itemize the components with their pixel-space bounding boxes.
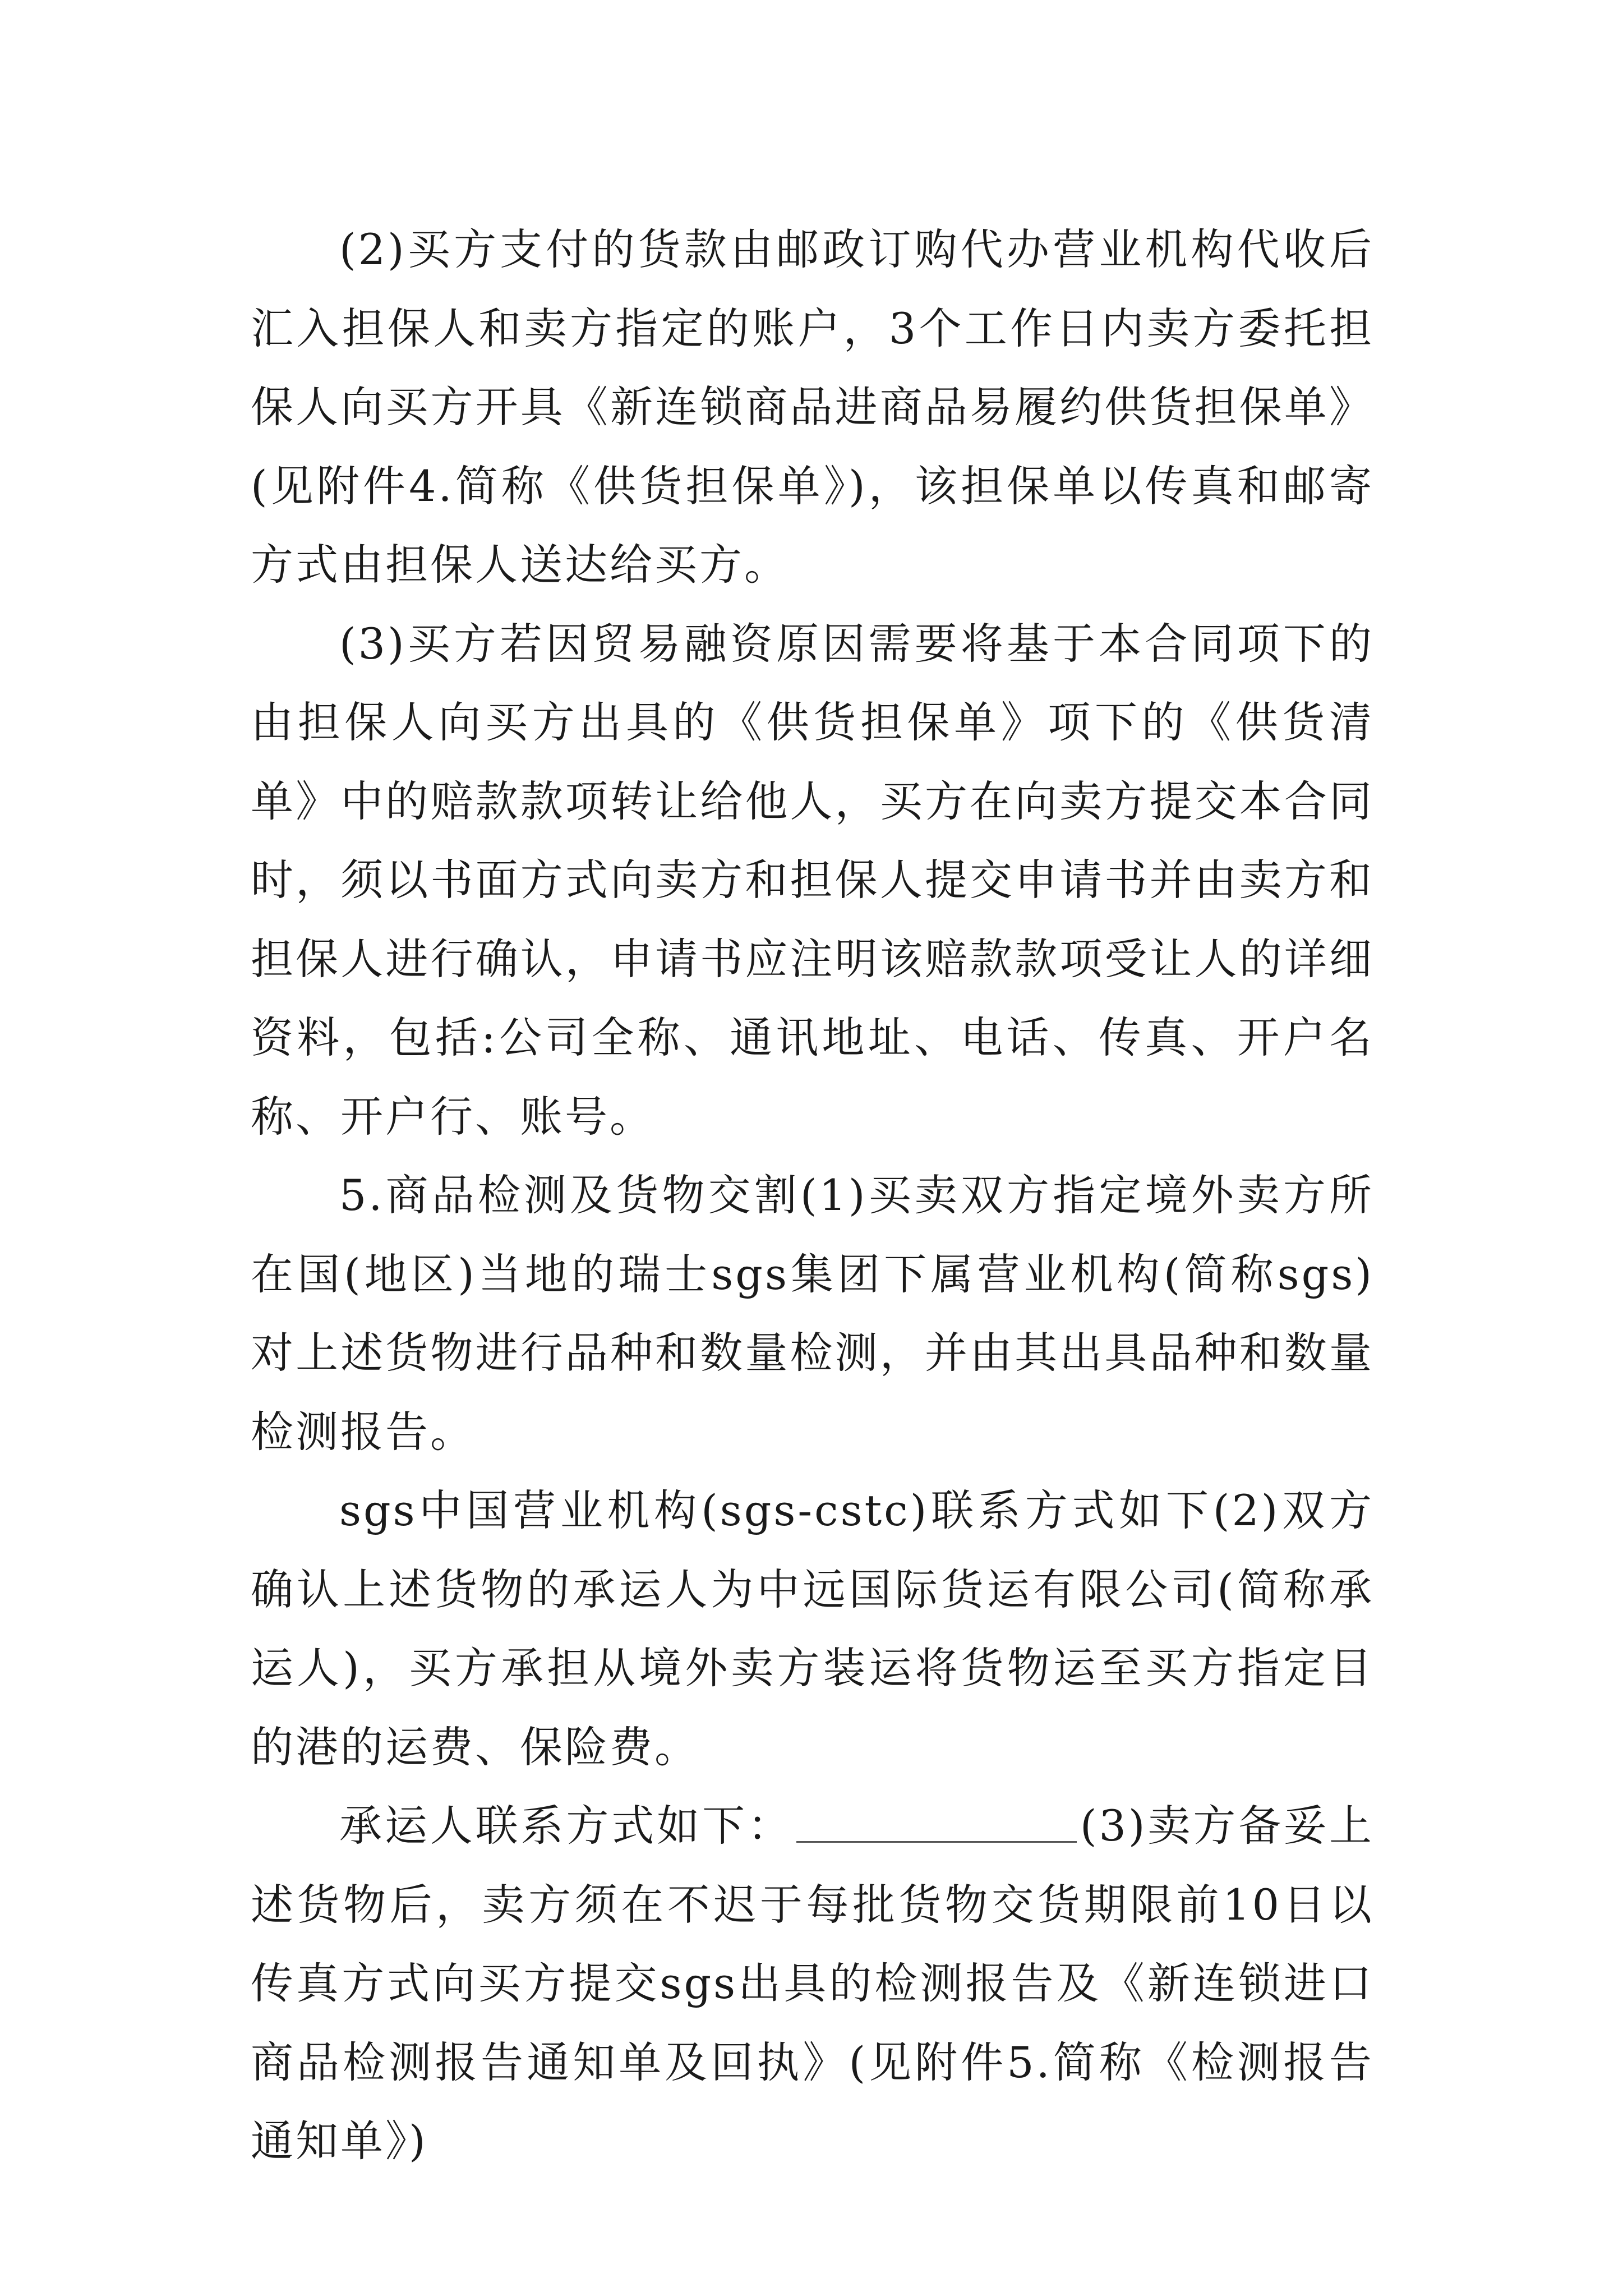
paragraph-carrier: sgs中国营业机构(sgs-cstc)联系方式如下(2)双方确认上述货物的承运人为中远国际货运有限公司(简称承运人)，买方承担从境外卖方装运将货物运至买方指定目的港的运费、保险费。 (251, 1485, 1374, 1772)
carrier-contact-continuation: (3)卖方备妥上述货物后，卖方须在不迟于每批货物交货期限前10日以传真方式向买方提交sgs出具的检测报告及《新连锁进口商品检测报告通知单及回执》(见附件5.简称《检测报告通知单》) (251, 1801, 1375, 2166)
paragraph-payment-guarantee: (2)买方支付的货款由邮政订购代办营业机构代收后汇入担保人和卖方指定的账户，3个工作日内卖方委托担保人向买方开具《新连锁商品进商品易履约供货担保单》(见附件4.简称《供货担保单》)，该担保单以传真和邮寄方式由担保人送达给买方。 (251, 224, 1374, 590)
paragraph-carrier-contact (251, 1787, 1374, 2181)
carrier-contact-label: 承运人联系方式如下： (339, 1801, 793, 1851)
fill-in-blank-line (796, 1841, 1077, 1843)
paragraph-trade-financing: (3)买方若因贸易融资原因需要将基于本合同项下的由担保人向买方出具的《供货担保单》项下的《供货清单》中的赔款款项转让给他人，买方在向卖方提交本合同时，须以书面方式向卖方和担保人提交申请书并由卖方和担保人进行确认，申请书应注明该赔款款项受让人的详细资料，包括:公司全称、通讯地址、电话、传真、开户名称、开户行、账号。 (251, 618, 1374, 1142)
paragraph-inspection: 5.商品检测及货物交割(1)买卖双方指定境外卖方所在国(地区)当地的瑞士sgs集团下属营业机构(简称sgs)对上述货物进行品种和数量检测，并由其出具品种和数量检测报告。 (251, 1170, 1374, 1457)
document-body (251, 210, 1374, 2181)
